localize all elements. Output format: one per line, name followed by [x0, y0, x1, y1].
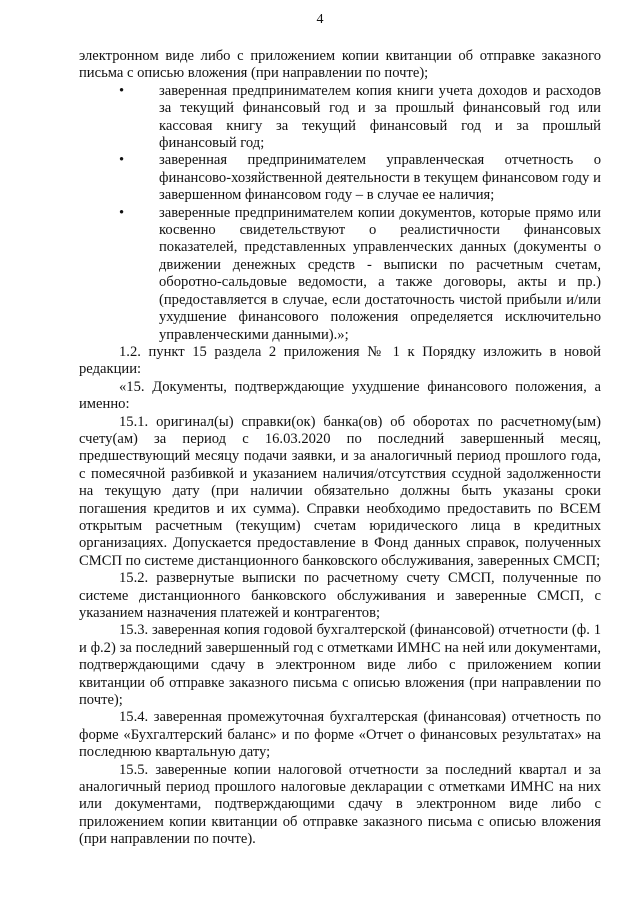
- bullet-text: заверенная предпринимателем копия книги учета доходов и расходов за текущий финансовый год и за прошлый финансовый год или кассовая книгу за текущий финансовый год и за прошлый финансовый год;: [159, 82, 601, 152]
- indented-paragraph: 15.1. оригинал(ы) справки(ок) банка(ов) об оборотах по расчетному(ым) счету(ам) за период с 16.03.2020 по последний завершенный месяц, предшествующий месяцу подачи заявки, и за аналогичный период прошлого года, с помесячной разбивкой и указанием наличия/отсутствия ссудной задолженности на текущую дату (при наличии обязательно должны быть указаны сроки погашения кредитов и их сумма). Справки необходимо предоставить по ВСЕМ открытым расчетным (текущим) счетам юридического лица в кредитных организациях. Допускается предоставление в Фонд данных справок, полученных СМСП по системе дистанционного банковского обслуживания, заверенных СМСП;: [79, 413, 601, 569]
- indented-paragraph: «15. Документы, подтверждающие ухудшение финансового положения, а именно:: [79, 378, 601, 413]
- bullet-marker: •: [119, 204, 125, 221]
- indented-paragraph: 15.5. заверенные копии налоговой отчетности за последний квартал и за аналогичный период прошлого налоговые декларации с отметками ИМНС на них или документами, подтверждающими сдачу в электронном виде либо с приложением копии квитанции об отправке заказного письма с описью вложения (при направлении по почте).: [79, 761, 601, 848]
- bullet-text: заверенная предпринимателем управленческая отчетность о финансово-хозяйственной деятельности в текущем финансовом году и завершенном финансовом году – в случае ее наличия;: [159, 152, 601, 204]
- bullet-marker: •: [119, 82, 125, 99]
- bullet-paragraph: [79, 83, 601, 153]
- bullet-paragraph: [79, 205, 601, 344]
- paragraph: электронном виде либо с приложением копии квитанции об отправке заказного письма с описью вложения (при направлении по почте);: [79, 48, 601, 82]
- indented-paragraph: 1.2. пункт 15 раздела 2 приложения № 1 к Порядку изложить в новой редакции:: [79, 343, 601, 378]
- indented-paragraph: 15.4. заверенная промежуточная бухгалтерская (финансовая) отчетность по форме «Бухгалтерский баланс» и по форме «Отчет о финансовых результатах» на последнюю квартальную дату;: [79, 709, 601, 761]
- bullet-paragraph: [79, 152, 601, 204]
- bullet-marker: •: [119, 152, 125, 169]
- page-number: 4: [316, 12, 324, 27]
- indented-paragraph: 15.3. заверенная копия годовой бухгалтерской (финансовой) отчетности (ф. 1 и ф.2) за последний завершенный год с отметками ИМНС на ней или документами, подтверждающими сдачу в электронном виде либо с приложением копии квитанции об отправке заказного письма с описью вложения (при направлении по почте);: [79, 622, 601, 709]
- document-body: [79, 48, 601, 849]
- indented-paragraph: 15.2. развернутые выписки по расчетному счету СМСП, полученные по системе дистанционного банковского обслуживания и заверенные СМСП, с указанием назначения платежей и контрагентов;: [79, 570, 601, 621]
- bullet-text: заверенные предпринимателем копии документов, которые прямо или косвенно свидетельствуют о реалистичности финансовых показателей, представленных управленческих данных (документы о движении денежных средств - выписки по расчетным счетам, оборотно-сальдовые ведомости, а также договоры, акты и пр.) (предоставляется в случае, если достаточность чистой прибыли и/или ухудшение финансового положения определяется исключительно управленческими данными).»;: [159, 204, 601, 343]
